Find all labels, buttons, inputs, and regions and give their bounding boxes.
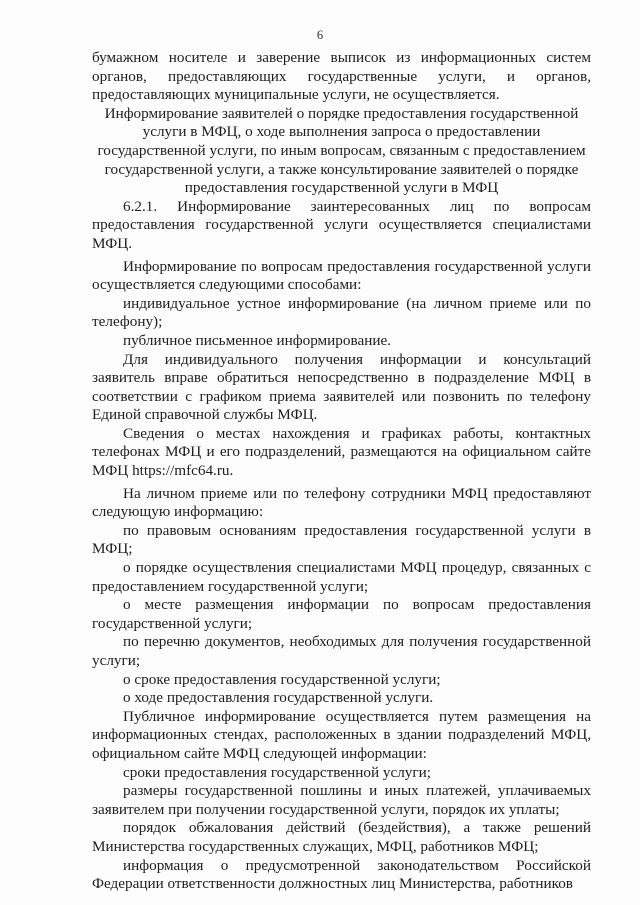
list-item-liability: информация о предусмотренной законодательством Российской Федерации ответственности должностных лиц Министерства, работников: [92, 856, 591, 893]
list-item-oral: индивидуальное устное информирование (на личном приеме или по телефону);: [92, 294, 591, 331]
list-item-legal-grounds: по правовым основаниям предоставления государственной услуги в МФЦ;: [92, 521, 591, 558]
paragraph-public-info: Публичное информирование осуществляется путем размещения на информационных стендах, расположенных в здании подразделений МФЦ, официальном сайте МФЦ следующей информации:: [92, 707, 591, 762]
paragraph-individual: Для индивидуального получения информации и консультаций заявитель вправе обратиться непосредственно в подразделение МФЦ в соответствии с графиком приема заявителей или позвонить по телефону Единой справочной службы МФЦ.: [92, 350, 591, 424]
paragraph-personal-reception: На личном приеме или по телефону сотрудники МФЦ предоставляют следующую информацию:: [92, 484, 591, 521]
paragraph-methods-intro: Информирование по вопросам предоставления государственной услуги осуществляется следующими способами:: [92, 257, 591, 294]
document-body: [92, 49, 591, 894]
list-item-term: о сроке предоставления государственной услуги;: [123, 670, 441, 688]
list-item-procedures: о порядке осуществления специалистами МФЦ процедур, связанных с предоставлением государственной услуги;: [92, 559, 591, 595]
list-item-progress: о ходе предоставления государственной услуги.: [123, 689, 434, 707]
section-heading: Информирование заявителей о порядке предоставления государственной услуги в МФЦ, о ходе выполнения запроса о предоставлении государственной услуги, по иным вопросам, связанным с предоставлением государственной услуги, а также консультирование заявителей о порядке предоставления государственной услуги в МФЦ: [97, 104, 586, 197]
list-item-documents: по перечню документов, необходимых для получения государственной услуги;: [92, 633, 591, 669]
paragraph-6-2-1: 6.2.1. Информирование заинтересованных лиц по вопросам предоставления государственной услуги осуществляется специалистами МФЦ.: [92, 197, 591, 252]
page-number: 6: [316, 28, 324, 42]
list-item-fees: размеры государственной пошлины и иных платежей, уплачиваемых заявителем при получении государственной услуги, порядок их уплаты;: [92, 782, 591, 818]
list-item-written: публичное письменное информирование.: [123, 331, 391, 349]
paragraph-locations: Сведения о местах нахождения и графиках работы, контактных телефонах МФЦ и его подразделений, размещаются на официальном сайте МФЦ https://mfc64.ru.: [92, 424, 591, 480]
paragraph-continuation: бумажном носителе и заверение выписок из информационных систем органов, предоставляющих государственные услуги, и органов, предоставляющих муниципальные услуги, не осуществляется.: [92, 49, 591, 104]
list-item-info-place: о месте размещения информации по вопросам предоставления государственной услуги;: [92, 596, 591, 632]
list-item-appeal: порядок обжалования действий (бездействия), а также решений Министерства государственных служащих, МФЦ, работников МФЦ;: [92, 819, 591, 855]
list-item-terms: сроки предоставления государственной услуги;: [123, 763, 431, 781]
